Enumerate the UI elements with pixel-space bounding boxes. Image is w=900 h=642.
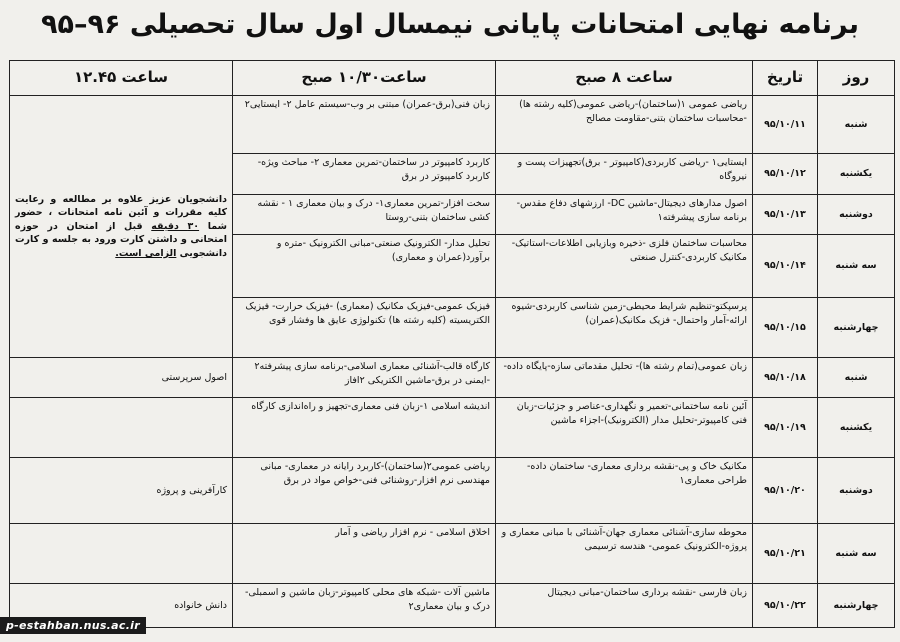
- slot1030-cell: کارگاه قالب-آشنائی معماری اسلامی-برنامه سازی پیشرفته۲ -ایمنی در برق-ماشین الکتریکی ۲افاز: [233, 358, 496, 398]
- exam-schedule-table: [9, 60, 895, 628]
- day-cell: سه شنبه: [818, 524, 895, 584]
- slot1245-cell: اصول سرپرستی: [10, 358, 233, 398]
- slot8-cell: مکانیک خاک و پی-نقشه برداری معماری- ساختمان داده- طراحی معماری۱: [496, 458, 753, 524]
- date-cell: ۹۵/۱۰/۱۲: [753, 154, 818, 195]
- slot1030-cell: ریاضی عمومی۲(ساختمان)-کاربرد رایانه در معماری- مبانی مهندسی نرم افزار-روشنائی فنی-خواص مواد در برق: [233, 458, 496, 524]
- table-row: [10, 524, 895, 584]
- day-cell: شنبه: [818, 96, 895, 154]
- slot8-cell: محاسبات ساختمان فلزی -ذخیره وبازیابی اطلاعات-استاتیک-مکانیک کاربردی-کنترل صنعتی: [496, 235, 753, 298]
- slot1030-cell: اخلاق اسلامی - نرم افزار ریاضی و آمار: [233, 524, 496, 584]
- header-date: تاریخ: [753, 61, 818, 96]
- slot8-cell: ریاضی عمومی ۱(ساختمان)-ریاضی عمومی(کلیه رشته ها) -محاسبات ساختمان بتنی-مقاومت مصالح: [496, 96, 753, 154]
- slot8-cell: اصول مدارهای دیجیتال-ماشین DC- ارزشهای دفاع مقدس- برنامه سازی پیشرفته۱: [496, 195, 753, 235]
- table-row: [10, 96, 895, 154]
- slot1030-cell: فیزیک عمومی-فیزیک مکانیک (معماری) -فیزیک حرارت- فیزیک الکتریسیته (کلیه رشته ها) تکنولوژی عایق ها وفشار قوی: [233, 298, 496, 358]
- slot1245-cell: [10, 524, 233, 584]
- date-cell: ۹۵/۱۰/۲۰: [753, 458, 818, 524]
- slot1030-cell: ماشین آلات -شبکه های محلی کامپیوتر-زبان ماشین و اسمبلی-درک و بیان معماری۲: [233, 584, 496, 628]
- slot8-cell: محوطه سازی-آشنائی معماری جهان-آشنائی با مبانی معماری و پروژه-الکترونیک عمومی- هندسه ترسیمی: [496, 524, 753, 584]
- day-cell: چهارشنبه: [818, 298, 895, 358]
- slot8-cell: آئین نامه ساختمانی-تعمیر و نگهداری-عناصر و جزئیات-زبان فنی کامپیوتر-تحلیل مدار (الکترونیک)-اجزاء ماشین: [496, 398, 753, 458]
- date-cell: ۹۵/۱۰/۱۳: [753, 195, 818, 235]
- day-cell: دوشنبه: [818, 195, 895, 235]
- day-cell: شنبه: [818, 358, 895, 398]
- date-cell: ۹۵/۱۰/۱۵: [753, 298, 818, 358]
- date-cell: ۹۵/۱۰/۱۱: [753, 96, 818, 154]
- day-cell: دوشنبه: [818, 458, 895, 524]
- notice-cell: [10, 96, 233, 358]
- table-row: [10, 458, 895, 524]
- slot1030-cell: کاربرد کامپیوتر در ساختمان-تمرین معماری ۲- مباحث ویژه-کاربرد کامپیوتر در برق: [233, 154, 496, 195]
- date-cell: ۹۵/۱۰/۱۸: [753, 358, 818, 398]
- day-cell: یکشنبه: [818, 154, 895, 195]
- header-day: روز: [818, 61, 895, 96]
- date-cell: ۹۵/۱۰/۱۹: [753, 398, 818, 458]
- day-cell: چهارشنبه: [818, 584, 895, 628]
- table-row: [10, 358, 895, 398]
- date-cell: ۹۵/۱۰/۲۲: [753, 584, 818, 628]
- notice-emphasis: الزامی است.: [115, 247, 177, 259]
- slot1030-cell: تحلیل مدار- الکترونیک صنعتی-مبانی الکترونیک -متره و برآورد(عمران و معماری): [233, 235, 496, 298]
- slot8-cell: زبان فارسی -نقشه برداری ساختمان-مبانی دیجیتال: [496, 584, 753, 628]
- slot1030-cell: زبان فنی(برق-عمران) مبتنی بر وب-سیستم عامل ۲- ایستایی۲: [233, 96, 496, 154]
- day-cell: سه شنبه: [818, 235, 895, 298]
- date-cell: ۹۵/۱۰/۱۴: [753, 235, 818, 298]
- header-row: [10, 61, 895, 96]
- page-title: برنامه نهایی امتحانات پایانی نیمسال اول سال تحصیلی ۹۶–۹۵: [41, 9, 859, 40]
- date-cell: ۹۵/۱۰/۲۱: [753, 524, 818, 584]
- day-cell: یکشنبه: [818, 398, 895, 458]
- table-row: [10, 398, 895, 458]
- notice-text: دانشجویان عزیز علاوه بر مطالعه و رعایت کلیه مقررات و آئین نامه امتحانات ، حضور شما: [15, 193, 227, 232]
- notice-text: قبل از امتحان در حوزه امتحانی و داشتن کارت ورود به جلسه و کارت دانشجویی: [15, 220, 227, 259]
- site-watermark: p-estahban.nus.ac.ir: [0, 617, 146, 634]
- header-8am: ساعت ۸ صبح: [496, 61, 753, 96]
- notice-emphasis: ۳۰ دقیقه: [151, 220, 200, 232]
- slot1245-cell: [10, 398, 233, 458]
- slot1030-cell: سخت افزار-تمرین معماری۱- درک و بیان معماری ۱ - نقشه کشی ساختمان بتنی-روستا: [233, 195, 496, 235]
- slot8-cell: پرسپکتو-تنظیم شرایط محیطی-زمین شناسی کاربردی-شیوه ارائه-آمار واحتمال- فزیک مکانیک(عمران): [496, 298, 753, 358]
- header-1030am: ساعت۱۰/۳۰ صبح: [233, 61, 496, 96]
- slot8-cell: زبان عمومی(تمام رشته ها)- تحلیل مقدماتی سازه-پایگاه داده-: [496, 358, 753, 398]
- header-1245: ساعت ۱۲.۴۵: [10, 61, 233, 96]
- slot1245-cell: دانش خانواده: [10, 584, 233, 628]
- slot8-cell: ایستایی۱ -ریاضی کاربردی(کامپیوتر - برق)تجهیزات پست و نیروگاه: [496, 154, 753, 195]
- slot1245-cell: کارآفرینی و پروژه: [10, 458, 233, 524]
- slot1030-cell: اندیشه اسلامی ۱-زبان فنی معماری-تجهیز و راه‌اندازی کارگاه: [233, 398, 496, 458]
